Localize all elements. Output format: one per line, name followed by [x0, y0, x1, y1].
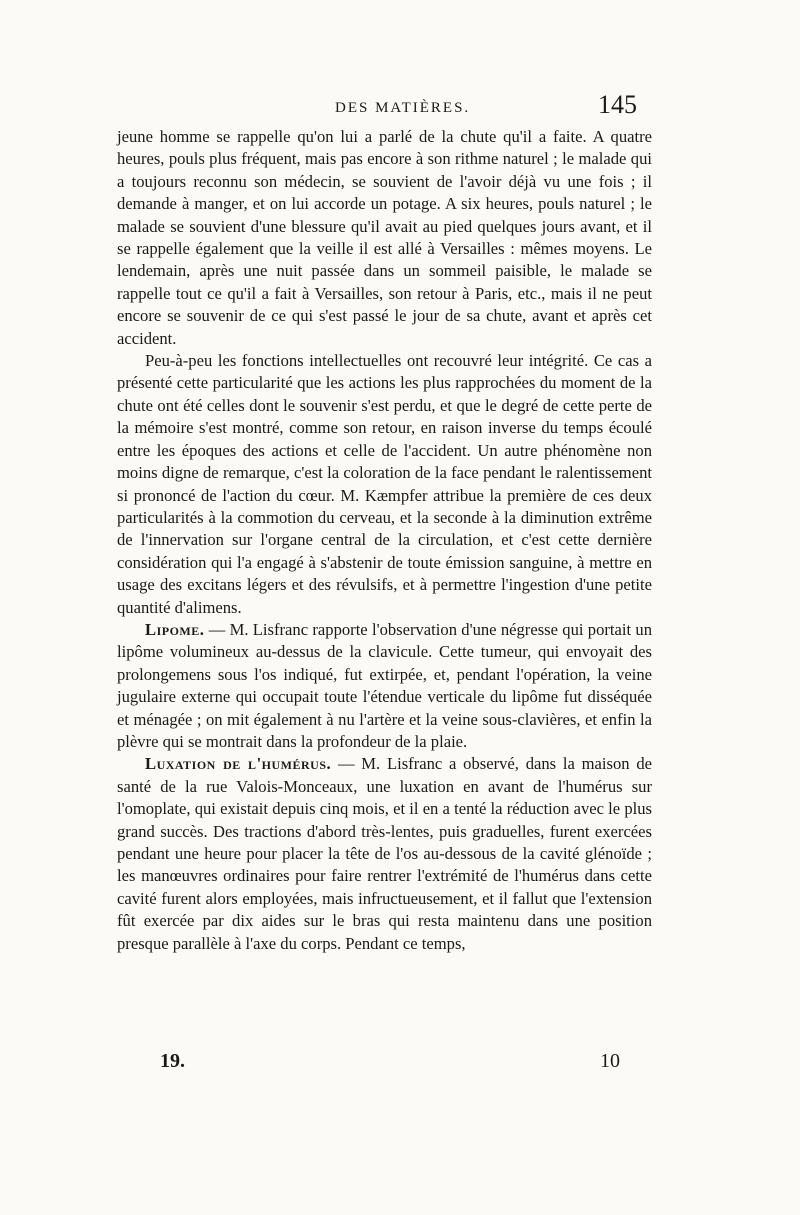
entry-lipome: [117, 619, 652, 753]
signature-number: 10: [600, 1050, 620, 1072]
entry-luxation: [117, 753, 652, 955]
entry-text: — M. Lisfranc rapporte l'observation d'une négresse qui portait un lipôme volumineux au-dessus de la clavicule. Cette tumeur, qui envoyait des prolongemens sous l'os indiqué, fut extirpée, et, pendant l'opération, la veine jugulaire externe qui occupait toute l'étendue verticale du lipôme fut disséquée et ménagée ; on mit également à nu l'artère et la veine sous-clavières, et enfin la plèvre qui se montrait dans la profondeur de la plaie.: [117, 619, 652, 751]
entry-text: — M. Lisfranc a observé, dans la maison de santé de la rue Valois-Monceaux, une luxation en avant de l'humérus sur l'omoplate, qui existait depuis cinq mois, et il en a tenté la réduction avec le plus grand succès. Des tractions d'abord très-lentes, puis graduelles, furent exercées pendant une heure pour placer la tête de l'os au-dessous de la cavité glénoïde ; les manœuvres ordinaires pour faire rentrer l'extrémité de l'humérus dans cette cavité furent alors employées, mais infructueusement, et il fallut que l'extension fût exercée par dix aides sur le bras qui resta maintenu dans une position presque parallèle à l'axe du corps. Pendant ce temps,: [117, 754, 652, 953]
running-head: DES MATIÈRES.: [335, 100, 471, 116]
entry-heading: Lipome.: [145, 619, 205, 639]
entry-heading: Luxation de l'humérus.: [145, 754, 332, 774]
page-number: 145: [598, 90, 637, 119]
body-text: [117, 126, 652, 955]
signature-mark: 19.: [160, 1050, 185, 1072]
paragraph-intellectual-functions: Peu-à-peu les fonctions intellectuelles ont recouvré leur intégrité. Ce cas a présenté cette particularité que les actions les plus rapprochées du moment de la chute ont été celles dont le souvenir s'est perdu, et que le degré de cette perte de la mémoire s'est montré, comme son retour, en raison inverse du temps écoulé entre les époques des actions et celle de l'accident. Un autre phénomène non moins digne de remarque, c'est la coloration de la face pendant le ralentissement si prononcé de l'action du cœur. M. Kæmpfer attribue la première de ces deux particularités à la commotion du cerveau, et la seconde à la diminution extrême de l'innervation sur l'organe central de la circulation, et c'est cette dernière considération qui l'a engagé à s'abstenir de toute émission sanguine, à mettre en usage des excitans légers et des révulsifs, et à permettre l'ingestion d'une petite quantité d'alimens.: [117, 351, 652, 617]
page-header: [0, 90, 800, 126]
paragraph-continuation: jeune homme se rappelle qu'on lui a parlé de la chute qu'il a faite. A quatre heures, pouls plus fréquent, mais pas encore à son rithme naturel ; le malade qui a toujours reconnu son médecin, se souvient de l'avoir déjà vu une fois ; il demande à manger, et on lui accorde un potage. A six heures, pouls naturel ; le malade se souvient d'une blessure qu'il avait au pied quelques jours avant, et il se rappelle également que la veille il est allé à Versailles : mêmes moyens. Le lendemain, après une nuit passée dans un sommeil paisible, le malade se rappelle tout ce qu'il a fait à Versailles, son retour à Paris, etc., mais il ne peut encore se souvenir de ce qui s'est passé le jour de sa chute, avant et après cet accident.: [117, 127, 652, 348]
